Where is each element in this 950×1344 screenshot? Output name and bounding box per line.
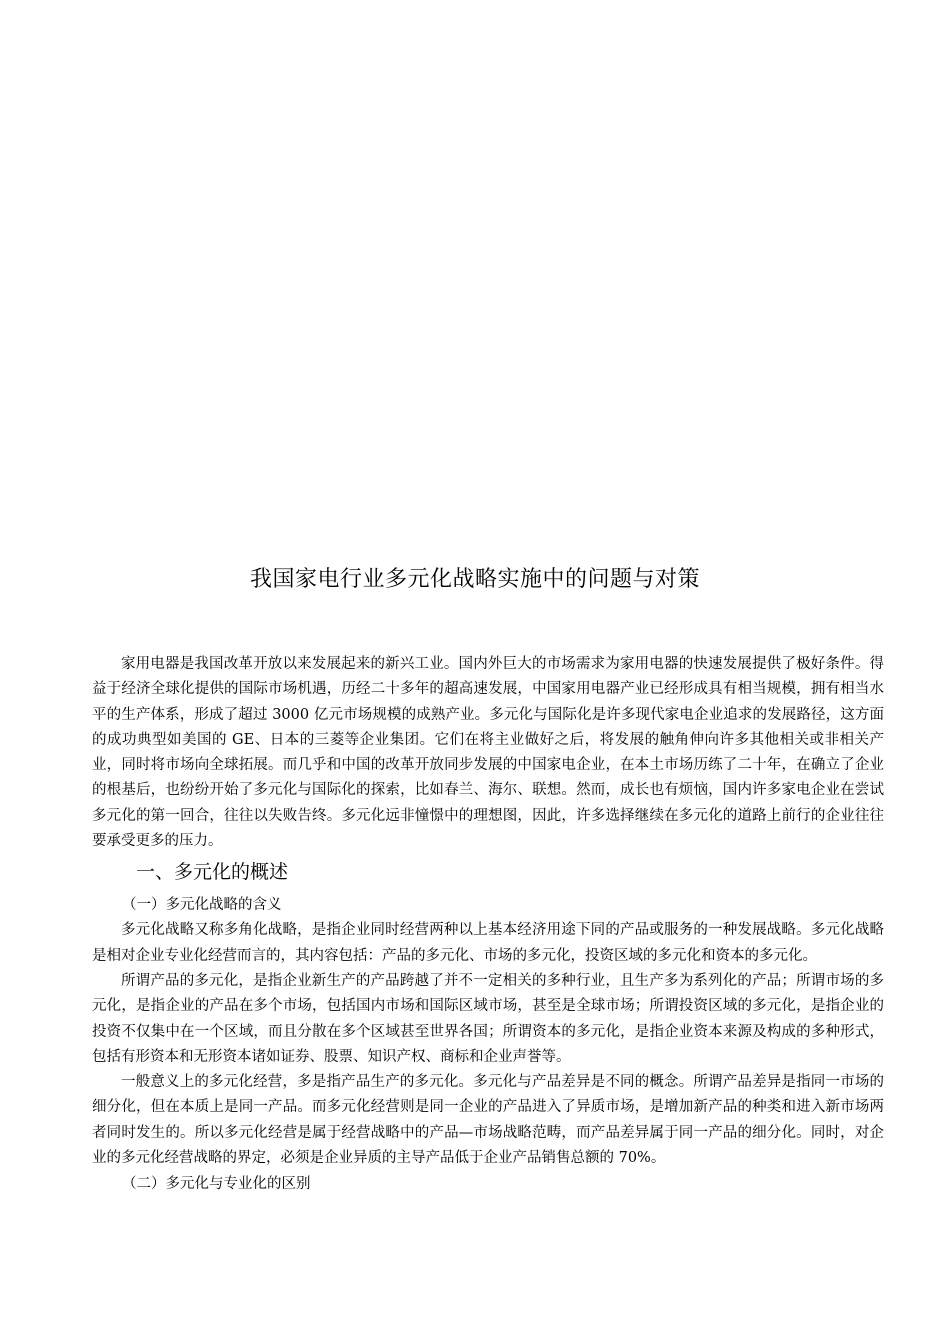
body-paragraph: 多元化战略又称多角化战略，是指企业同时经营两种以上基本经济用途下同的产品或服务的一种发展战略。多元化战略是相对企业专业化经营而言的，其内容包括：产品的多元化、市场的多元化，投资区域的多元化和资本的多元化。 [92,922,884,964]
document-title: 我国家电行业多元化战略实施中的问题与对策 [249,567,700,592]
intro-paragraph: 家用电器是我国改革开放以来发展起来的新兴工业。国内外巨大的市场需求为家用电器的快速发展提供了极好条件。得益于经济全球化提供的国际市场机遇，历经二十多年的超高速发展，中国家用电器产业已经形成具有相当规模，拥有相当水平的生产体系，形成了超过 3000 亿元市场规模的成熟产业。多元化与国际化是许多现代家电企业追求的发展路径，这方面的成功典型如美国的 GE、日本的三菱等企业集团。它们在将主业做好之后，将发展的触角伸向许多其他相关或非相关产业，同时将市场向全球拓展。而几乎和中国的改革开放同步发展的中国家电企业，在本土市场历练了二十年，在确立了企业的根基后，也纷纷开始了多元化与国际化的探索，比如春兰、海尔、联想。然而，成长也有烦恼，国内许多家电企业在尝试多元化的第一回合，往往以失败告终。多元化远非憧憬中的理想图，因此，许多选择继续在多元化的道路上前行的企业往往要承受更多的压力。 [92,656,884,850]
section-heading: 一、多元化的概述 [136,861,289,884]
body-paragraph: 一般意义上的多元化经营，多是指产品生产的多元化。多元化与产品差异是不同的概念。所谓产品差异是指同一市场的细分化，但在本质上是同一产品。而多元化经营则是同一企业的产品进入了异质市场，是增加新产品的种类和进入新市场两者同时发生的。所以多元化经营是属于经营战略中的产品—市场战略范畴，而产品差异属于同一产品的细分化。同时，对企业的多元化经营战略的界定，必须是企业异质的主导产品低于企业产品销售总额的 70%。 [92,1074,884,1167]
body-paragraph: 所谓产品的多元化，是指企业新生产的产品跨越了并不一定相关的多种行业，且生产多为系列化的产品；所谓市场的多元化，是指企业的产品在多个市场，包括国内市场和国际区域市场，甚至是全球市场；所谓投资区域的多元化，是指企业的投资不仅集中在一个区域，而且分散在多个区域甚至世界各国；所谓资本的多元化，是指企业资本来源及构成的多种形式，包括有形资本和无形资本诸如证券、股票、知识产权、商标和企业声誉等。 [92,972,884,1065]
subsection-heading: （二）多元化与专业化的区别 [122,1176,311,1193]
document-body [92,652,884,1197]
subsection-heading: （一）多元化战略的含义 [122,897,282,914]
